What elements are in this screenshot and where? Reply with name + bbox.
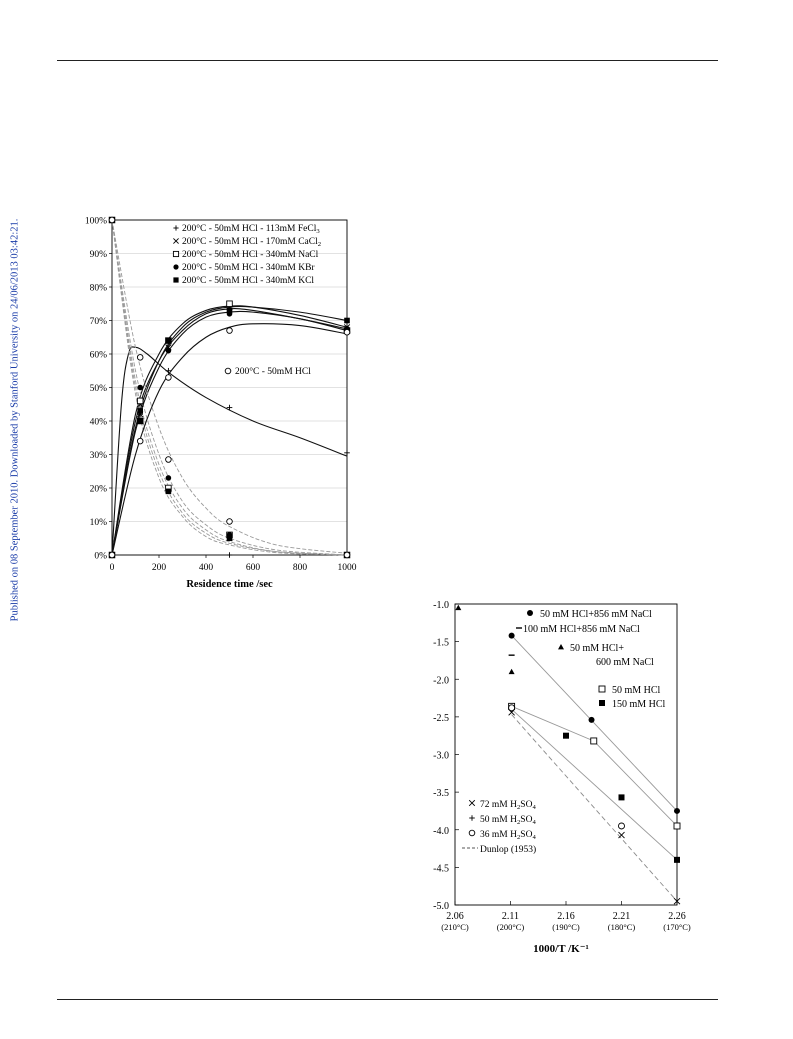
legend-label: 200°C - 50mM HCl - 113mM FeCl$_3$ — [182, 224, 320, 235]
legend-marker — [173, 277, 178, 282]
y-tick-label: 100% — [84, 216, 107, 227]
legend-marker — [527, 610, 533, 616]
y-tick-label: -3.0 — [433, 750, 449, 762]
y-tick-label: 20% — [89, 484, 107, 495]
data-point — [227, 519, 233, 525]
legend-label: 200°C - 50mM HCl - 340mM KBr — [182, 263, 315, 273]
download-notice — [6, 215, 24, 625]
legend-marker — [599, 700, 605, 706]
data-point — [563, 733, 569, 739]
y-tick-label: -4.5 — [433, 863, 449, 875]
legend-label: 50 mM $H_2SO_4$ — [480, 815, 536, 826]
x-tick-label: 2.06 — [446, 911, 464, 922]
data-point — [619, 794, 625, 800]
legend-marker — [173, 225, 178, 230]
x-tick-label: 400 — [198, 563, 214, 573]
y-tick-label: -5.0 — [433, 901, 449, 912]
data-point — [509, 669, 515, 674]
annotation-marker — [225, 368, 231, 374]
y-tick-label: -2.0 — [433, 675, 449, 687]
x-tick-sublabel: (180°C) — [607, 922, 636, 932]
data-point — [166, 475, 172, 481]
legend-label: 100 mM HCl+856 mM NaCl — [523, 624, 640, 635]
y-tick-label: 10% — [89, 518, 107, 528]
y-tick-label: 50% — [89, 384, 107, 394]
data-point — [674, 808, 680, 814]
legend-marker — [469, 800, 475, 806]
top-rule — [57, 60, 718, 61]
data-point — [674, 823, 680, 829]
y-tick-label: -4.0 — [433, 825, 449, 837]
x-tick-label: 0 — [109, 563, 115, 573]
x-axis-label: Residence time /sec — [186, 579, 273, 590]
data-point — [137, 355, 143, 361]
data-point — [166, 457, 172, 463]
legend-marker — [173, 251, 178, 256]
y-tick-label: 0% — [94, 551, 107, 562]
y-tick-label: -1.0 — [433, 600, 449, 611]
data-point — [227, 535, 233, 541]
x-tick-label: 2.21 — [612, 911, 631, 922]
data-point — [137, 385, 143, 391]
legend — [173, 223, 321, 286]
annotation-label: 200°C - 50mM HCl — [235, 367, 311, 377]
fit-curve — [112, 309, 347, 555]
legend-label: Dunlop (1953) — [480, 845, 537, 855]
x-tick-label: 1000 — [337, 563, 357, 573]
x-axis-label: 1000/T /K⁻¹ — [533, 943, 589, 955]
data-point — [344, 329, 350, 335]
x-tick-label: 2.11 — [501, 911, 520, 922]
data-point — [137, 408, 143, 414]
data-point — [137, 398, 143, 404]
plot-frame — [455, 604, 677, 905]
legend-marker — [173, 264, 178, 269]
y-tick-label: 30% — [89, 451, 107, 461]
legend-marker — [469, 830, 475, 836]
y-tick-label: 70% — [89, 317, 107, 327]
data-point — [227, 301, 233, 307]
legend-top — [516, 609, 666, 710]
data-point — [619, 832, 625, 838]
y-tick-label: 60% — [89, 350, 107, 361]
data-point — [509, 705, 515, 711]
legend-label: 50 mM HCl — [612, 685, 661, 696]
x-tick-sublabel: (210°C) — [441, 922, 469, 932]
legend-label: 200°C - 50mM HCl - 340mM KCl — [182, 276, 315, 286]
bottom-rule — [57, 999, 718, 1000]
data-point — [591, 738, 597, 744]
legend-marker — [469, 815, 475, 821]
legend-label: 72 mM $H_2SO_4$ — [480, 800, 536, 811]
x-tick-label: 2.26 — [668, 911, 686, 922]
chart-rate-vs-inverse-temperature — [415, 595, 715, 965]
data-point — [344, 318, 350, 324]
legend-marker — [173, 238, 178, 243]
legend-label: 200°C - 50mM HCl - 170mM CaCl$_2$ — [182, 237, 322, 248]
data-point — [344, 552, 350, 558]
data-point — [166, 338, 172, 344]
data-point — [455, 605, 461, 610]
legend-marker — [599, 686, 605, 692]
y-tick-label: -1.5 — [433, 637, 449, 649]
data-point — [227, 308, 233, 314]
x-tick-sublabel: (190°C) — [552, 922, 580, 932]
data-point — [109, 552, 115, 558]
data-point — [674, 857, 680, 863]
legend-label: 200°C - 50mM HCl - 340mM NaCl — [182, 250, 319, 260]
y-tick-label: -3.5 — [433, 788, 449, 800]
data-point — [589, 717, 595, 723]
legend-label: 36 mM $H_2SO_4$ — [480, 830, 536, 841]
y-tick-label: 80% — [89, 283, 107, 294]
data-point — [166, 375, 172, 381]
data-point — [137, 438, 143, 444]
x-tick-label: 2.16 — [557, 911, 575, 922]
data-point — [227, 552, 233, 558]
legend-bottom — [462, 800, 536, 855]
x-tick-label: 800 — [292, 563, 308, 573]
data-point — [166, 489, 172, 495]
legend-marker — [558, 644, 564, 649]
chart-conversion-vs-residence-time — [60, 205, 360, 605]
data-point — [227, 328, 233, 334]
y-tick-label: 90% — [89, 250, 107, 260]
data-point — [509, 633, 515, 639]
legend-label: 150 mM HCl — [612, 699, 666, 710]
legend-label: 50 mM HCl+ — [570, 643, 624, 654]
data-point — [109, 217, 115, 223]
x-tick-label: 200 — [151, 563, 167, 573]
data-point — [619, 823, 625, 829]
x-tick-sublabel: (200°C) — [496, 922, 525, 932]
x-tick-sublabel: (170°C) — [663, 922, 691, 932]
x-tick-label: 600 — [245, 563, 261, 573]
y-tick-label: -2.5 — [433, 712, 449, 724]
legend-label: 50 mM HCl+856 mM NaCl — [540, 609, 652, 620]
legend-label-cont: 600 mM NaCl — [596, 657, 654, 668]
data-point — [137, 418, 143, 424]
y-tick-label: 40% — [89, 417, 107, 428]
data-point — [166, 348, 172, 354]
download-notice-text: Published on 08 September 2010. Downloaded by Stanford University on 24/06/2013 03:42:21. — [9, 218, 21, 622]
